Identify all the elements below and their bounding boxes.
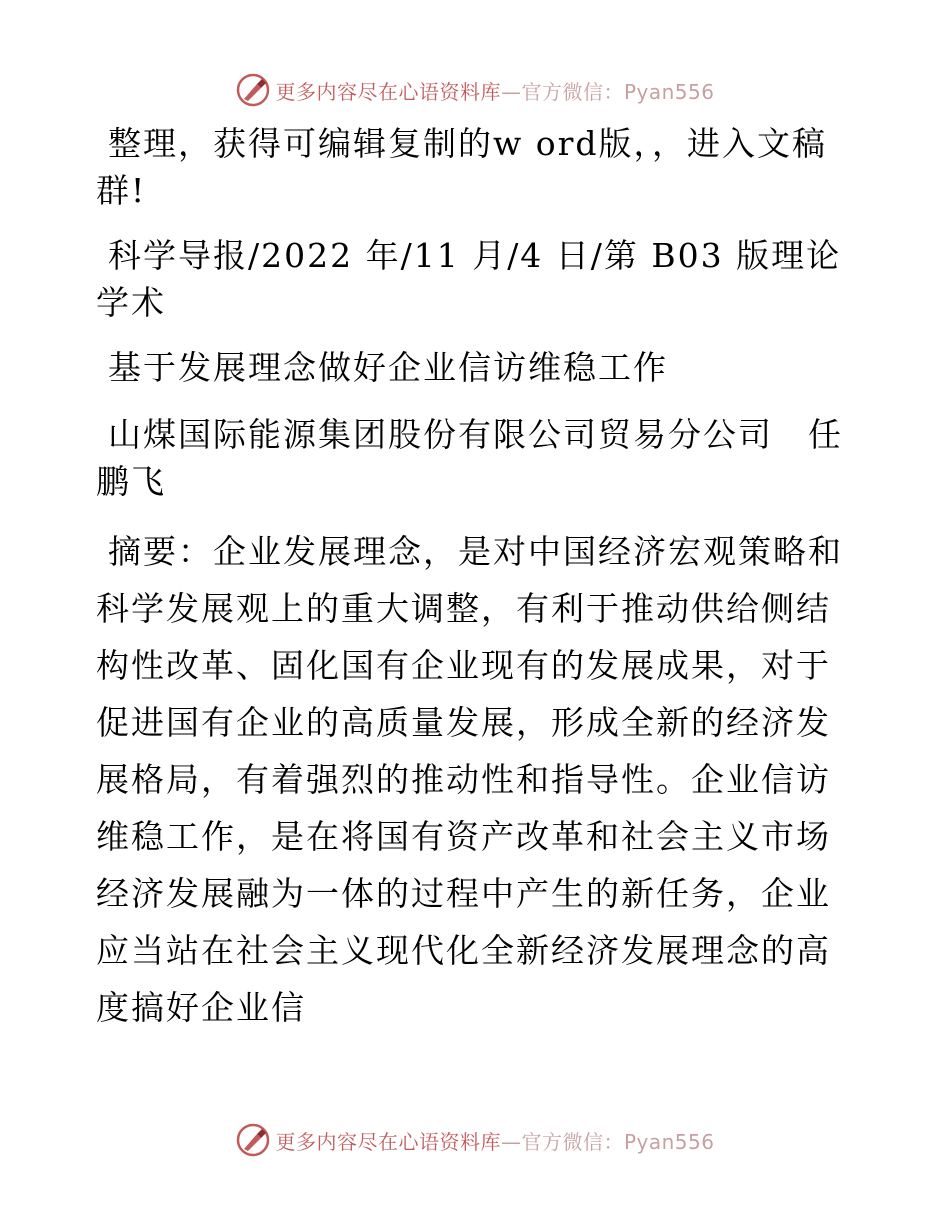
watermark-separator: —: [500, 79, 522, 104]
watermark-lead: 更多内容尽在心语资料库: [275, 79, 501, 104]
watermark-tail: 官方微信：Pyan556: [521, 1129, 715, 1154]
watermark-separator: —: [500, 1129, 522, 1154]
watermark-text: [275, 1126, 714, 1155]
source-line: 科学导报/2022 年/11 月/4 日/第 B03 版理论学术: [96, 236, 842, 322]
watermark-text: [275, 76, 714, 105]
author-line: 山煤国际能源集团股份有限公司贸易分公司 任鹏飞: [96, 415, 843, 501]
note-paragraph: 整理，获得可编辑复制的w ord版，，进入文稿群!: [96, 124, 828, 210]
watermark-tail: 官方微信：Pyan556: [521, 79, 715, 104]
abstract-paragraph: 摘要：企业发展理念，是对中国经济宏观策略和科学发展观上的重大调整，有利于推动供给侧结构性改革、固化国有企业现有的发展成果，对于促进国有企业的高质量发展，形成全新的经济发展格局，有着强烈的推动性和指导性。企业信访维稳工作，是在将国有资产改革和社会主义市场经济发展融为一体的过程中产生的新任务，企业应当站在社会主义现代化全新经济发展理念的高度搞好企业信: [96, 532, 843, 1027]
watermark-footer: [0, 1120, 950, 1160]
document-body: [96, 120, 856, 1054]
watermark-lead: 更多内容尽在心语资料库: [275, 1129, 501, 1154]
pen-nib-logo-icon: [235, 72, 271, 108]
watermark-header: [0, 70, 950, 110]
pen-nib-logo-icon: [235, 1122, 271, 1158]
article-title: 基于发展理念做好企业信访维稳工作: [108, 348, 668, 387]
